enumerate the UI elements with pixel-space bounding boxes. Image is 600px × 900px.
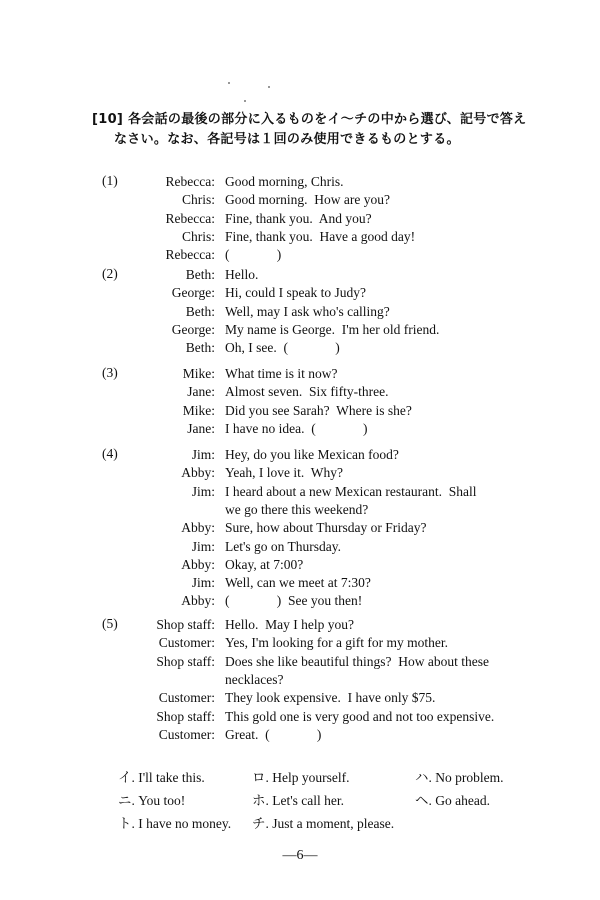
dialogue-line (0, 284, 600, 302)
dialogue-line (0, 519, 600, 537)
choice-option: ロ. Help yourself. (252, 770, 350, 785)
dialogue-line (0, 501, 600, 519)
speaker-name: Jim: (191, 483, 215, 499)
question-line-2: なさい。なお、各記号は１回のみ使用できるものとする。 (114, 132, 460, 147)
speaker-name: Shop staff: (156, 653, 215, 669)
speaker-name: Jim: (191, 538, 215, 554)
dialogue-number: (5) (102, 616, 118, 631)
dialogue-line (0, 420, 600, 438)
speaker-name: Rebecca: (165, 210, 215, 226)
dialogue-number: (4) (102, 446, 118, 461)
dialogue-line (0, 708, 600, 726)
speech-text: Yes, I'm looking for a gift for my mother. (225, 635, 449, 651)
speck (244, 100, 246, 102)
speech-text: Fine, thank you. And you? (225, 210, 372, 226)
question-line-1: [10] 各会話の最後の部分に入るものをイ～チの中から選び、記号で答え (92, 112, 527, 127)
dialogue-line (0, 246, 600, 264)
question-instructions (92, 110, 532, 150)
speaker-name: Jane: (187, 420, 215, 436)
speech-text: Hey, do you like Mexican food? (225, 447, 399, 462)
speaker-name: Customer: (158, 726, 215, 742)
speech-text: I heard about a new Mexican restaurant. Shall (225, 483, 477, 499)
speech-text: necklaces? (225, 671, 284, 687)
speech-text: Great. ( ) (225, 726, 322, 742)
speech-text: Oh, I see. ( ) (225, 340, 340, 356)
dialogue-line (0, 689, 600, 707)
dialogue-line (0, 446, 600, 464)
choice-option: ヘ. Go ahead. (415, 793, 490, 808)
speaker-name: Chris: (181, 228, 215, 244)
speaker-name: Abby: (181, 593, 215, 609)
speaker-name: Jim: (191, 575, 215, 591)
speaker-name: Rebecca: (165, 174, 215, 189)
dialogue-line (0, 365, 600, 383)
speaker-name: Mike: (182, 402, 215, 418)
speech-text: Good morning. How are you? (225, 192, 390, 208)
choice-option: チ. Just a moment, please. (252, 816, 395, 831)
dialogue-line (0, 266, 600, 284)
speaker-name: George: (171, 321, 215, 337)
dialogue-line (0, 339, 600, 357)
speech-text: What time is it now? (225, 366, 338, 381)
speaker-name: Shop staff: (156, 617, 215, 632)
dialogue-line (0, 634, 600, 652)
choice-option: ホ. Let's call her. (252, 793, 345, 808)
speaker-name: Shop staff: (156, 708, 215, 724)
speaker-name: George: (171, 285, 215, 301)
dialogue-line (0, 383, 600, 401)
speaker-name: Customer: (158, 690, 215, 706)
speech-text: Well, may I ask who's calling? (225, 303, 390, 319)
speech-text: My name is George. I'm her old friend. (225, 321, 440, 337)
speech-text: ( ) See you then! (225, 593, 363, 609)
speech-text: Well, can we meet at 7:30? (225, 575, 371, 591)
choice-option: ニ. You too! (118, 793, 186, 808)
speech-text: Hello. (225, 267, 259, 282)
dialogue-line (0, 616, 600, 634)
speaker-name: Beth: (185, 340, 215, 356)
speaker-name: Abby: (181, 465, 215, 481)
choice-option: ハ. No problem. (415, 770, 504, 785)
speaker-name: Abby: (181, 556, 215, 572)
speaker-name: Chris: (181, 192, 215, 208)
dialogue-line (0, 402, 600, 420)
speech-text: Yeah, I love it. Why? (225, 465, 343, 481)
speech-text: Hello. May I help you? (225, 617, 354, 632)
dialogue-number: (3) (102, 365, 118, 380)
speech-text: ( ) (225, 247, 282, 263)
speech-text: This gold one is very good and not too expensive. (225, 708, 495, 724)
speech-text: Fine, thank you. Have a good day! (225, 228, 416, 244)
dialogue-line (0, 671, 600, 689)
choice-option: イ. I'll take this. (118, 770, 205, 785)
speech-text: I have no idea. ( ) (225, 420, 368, 436)
dialogue-line (0, 592, 600, 610)
dialogue-line (0, 303, 600, 321)
speaker-name: Customer: (158, 635, 215, 651)
speaker-name: Jane: (187, 384, 215, 400)
dialogue-line (0, 726, 600, 744)
dialogue-line (0, 210, 600, 228)
speech-text: Sure, how about Thursday or Friday? (225, 520, 427, 536)
speech-text: Good morning, Chris. (225, 174, 344, 189)
dialogue-line (0, 574, 600, 592)
speaker-name: Beth: (185, 267, 215, 282)
speech-text: Did you see Sarah? Where is she? (225, 402, 412, 418)
speaker-name: Jim: (191, 447, 215, 462)
dialogue-line (0, 653, 600, 671)
dialogue-line (0, 483, 600, 501)
dialogue-line (0, 191, 600, 209)
dialogue-line (0, 321, 600, 339)
speech-text: Hi, could I speak to Judy? (225, 285, 366, 301)
speck (268, 86, 270, 88)
speck (228, 82, 230, 84)
speech-text: Almost seven. Six fifty-three. (225, 384, 389, 400)
speaker-name: Rebecca: (165, 247, 215, 263)
speaker-name: Mike: (182, 366, 215, 381)
speaker-name: Abby: (181, 520, 215, 536)
speech-text: Okay, at 7:00? (225, 556, 304, 572)
dialogue-line (0, 173, 600, 191)
speech-text: Does she like beautiful things? How about these (225, 653, 489, 669)
dialogue-line (0, 464, 600, 482)
dialogue-line (0, 556, 600, 574)
dialogue-number: (2) (102, 266, 118, 281)
page-number: —6— (282, 848, 318, 863)
dialogue-line (0, 228, 600, 246)
dialogue-number: (1) (102, 173, 118, 188)
speech-text: we go there this weekend? (225, 501, 369, 517)
speaker-name: Beth: (185, 303, 215, 319)
dialogue-line (0, 538, 600, 556)
choice-option: ト. I have no money. (118, 816, 232, 831)
speech-text: Let's go on Thursday. (225, 538, 342, 554)
speech-text: They look expensive. I have only $75. (225, 690, 436, 706)
